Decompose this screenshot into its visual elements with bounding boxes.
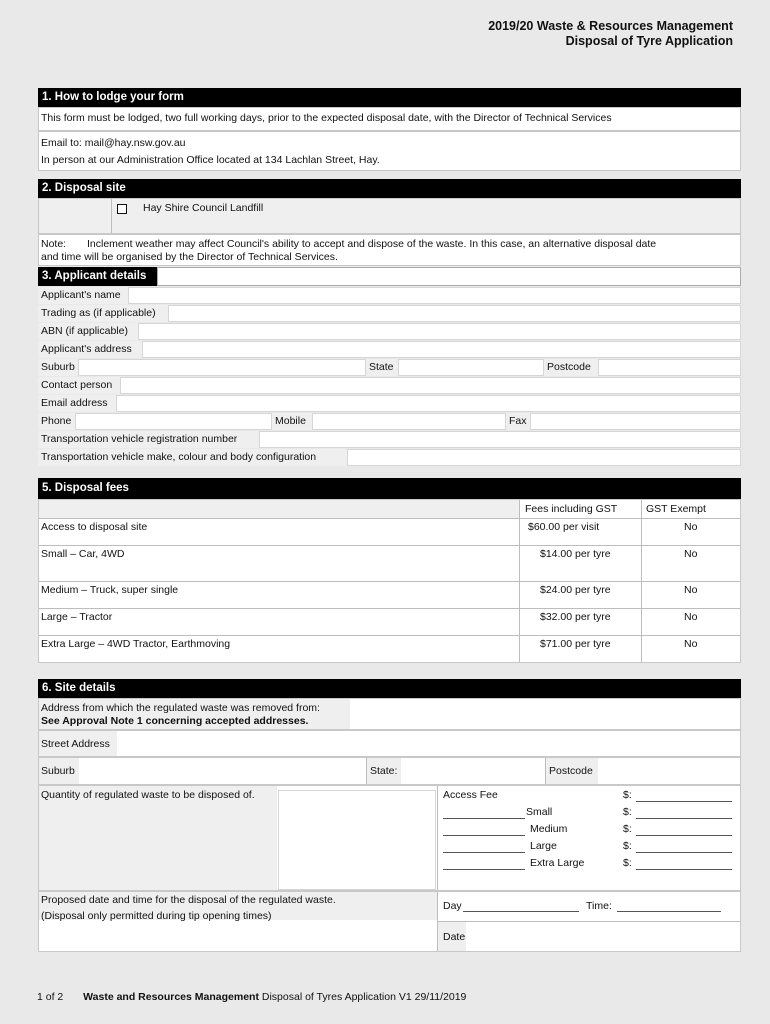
fee-row-gst: No: [684, 611, 698, 623]
access-fee-input[interactable]: [636, 801, 732, 802]
section-5-header: 5. Disposal fees: [38, 478, 741, 499]
time-label: Time:: [586, 900, 612, 912]
fees-table: [38, 499, 741, 663]
small-label: Small: [526, 806, 553, 818]
large-label: Large: [530, 840, 557, 852]
fee-row-gst: No: [684, 638, 698, 650]
trading-as-input[interactable]: [168, 305, 741, 322]
date-label: Date: [443, 931, 466, 943]
site-address-intro: Address from which the regulated waste was removed from:: [41, 702, 320, 714]
street-address-label: Street Address: [41, 738, 110, 750]
form-title-line2: Disposal of Tyre Application: [565, 34, 733, 48]
sec3-header-blank: [157, 267, 741, 286]
note-line2: and time will be organised by the Director of Technical Services.: [41, 251, 338, 263]
page-number: 1 of 2: [37, 991, 64, 1003]
abn-label: ABN (if applicable): [38, 323, 138, 340]
day-input[interactable]: [463, 911, 579, 912]
quantity-label: Quantity of regulated waste to be disposed of.: [41, 789, 255, 801]
applicant-name-label: Applicant's name: [38, 287, 128, 304]
state-label: State: [366, 359, 398, 376]
site-state-label: State:: [370, 765, 398, 777]
suburb-input[interactable]: [78, 359, 366, 376]
landfill-label: Hay Shire Council Landfill: [143, 202, 264, 214]
xlarge-label: Extra Large: [530, 857, 585, 869]
medium-dollar: $:: [623, 823, 632, 835]
landfill-checkbox[interactable]: [117, 204, 127, 214]
large-dollar: $:: [623, 840, 632, 852]
fee-row-gst: No: [684, 584, 698, 596]
disposal-site-row: [38, 198, 741, 234]
sec1-email: Email to: mail@hay.nsw.gov.au: [41, 137, 186, 149]
access-fee-dollar: $:: [623, 789, 632, 801]
time-input[interactable]: [617, 911, 721, 912]
fax-label: Fax: [506, 413, 530, 430]
footer-doc: Disposal of Tyres Application V1 29/11/2019: [261, 991, 467, 1003]
small-fee-input[interactable]: [636, 818, 732, 819]
proposed-label: Proposed date and time for the disposal of the regulated waste.: [41, 894, 336, 906]
day-label: Day: [443, 900, 462, 912]
site-postcode-label: Postcode: [549, 765, 593, 777]
vehicle-rego-label: Transportation vehicle registration number: [38, 431, 259, 448]
section-3-header: 3. Applicant details: [38, 267, 157, 286]
proposed-date-row: [38, 891, 741, 952]
abn-input[interactable]: [138, 323, 741, 340]
footer-title: Waste and Resources Management: [83, 991, 259, 1003]
email-address-input[interactable]: [116, 395, 741, 412]
large-fee-input[interactable]: [636, 852, 732, 853]
fee-row-fee: $60.00 per visit: [528, 521, 600, 533]
tip-times-note: (Disposal only permitted during tip opening times): [41, 910, 272, 922]
vehicle-rego-input[interactable]: [259, 431, 741, 448]
trading-as-label: Trading as (if applicable): [38, 305, 168, 322]
fee-row-item: Access to disposal site: [41, 521, 148, 533]
quantity-row: [38, 785, 741, 891]
postcode-input[interactable]: [598, 359, 741, 376]
applicant-address-label: Applicant's address: [38, 341, 142, 358]
state-input[interactable]: [398, 359, 544, 376]
small-dollar: $:: [623, 806, 632, 818]
sec1-instruction-row: [38, 107, 741, 131]
section-1-header: 1. How to lodge your form: [38, 88, 741, 107]
mobile-input[interactable]: [312, 413, 506, 430]
fee-row-item: Small – Car, 4WD: [41, 548, 125, 560]
xlarge-dollar: $:: [623, 857, 632, 869]
vehicle-make-input[interactable]: [347, 449, 741, 466]
fee-row-gst: No: [684, 548, 698, 560]
postcode-label: Postcode: [544, 359, 598, 376]
applicant-name-input[interactable]: [128, 287, 741, 304]
fee-row-item: Large – Tractor: [41, 611, 113, 623]
quantity-input[interactable]: [278, 790, 436, 890]
section-2-header: 2. Disposal site: [38, 179, 741, 198]
phone-input[interactable]: [75, 413, 272, 430]
fee-row-item: Extra Large – 4WD Tractor, Earthmoving: [41, 638, 231, 650]
note-label: Note:: [41, 238, 67, 250]
fee-row-gst: No: [684, 521, 698, 533]
contact-person-input[interactable]: [120, 377, 741, 394]
sec1-line1: This form must be lodged, two full working days, prior to the expected disposal date, with the Director of Technical Services: [41, 112, 612, 124]
form-title-line1: 2019/20 Waste & Resources Management: [488, 19, 733, 33]
sec2-note-row: [38, 234, 741, 266]
applicant-address-input[interactable]: [142, 341, 741, 358]
phone-label: Phone: [38, 413, 75, 430]
access-fee-label: Access Fee: [443, 789, 498, 801]
site-address-intro-row: [38, 698, 741, 730]
approval-note: See Approval Note 1 concerning accepted addresses.: [41, 715, 309, 727]
vehicle-make-label: Transportation vehicle make, colour and body configuration: [38, 449, 347, 466]
sec1-contact-row: [38, 131, 741, 171]
fee-row-fee: $14.00 per tyre: [540, 548, 611, 560]
section-6-header: 6. Site details: [38, 679, 741, 698]
mobile-label: Mobile: [272, 413, 312, 430]
gst-exempt-header: GST Exempt: [646, 503, 706, 515]
street-address-row[interactable]: [38, 730, 741, 757]
footer: [37, 991, 466, 1003]
note-line1: Inclement weather may affect Council's ability to accept and dispose of the waste. In this case, an alternative disposal date: [87, 238, 657, 250]
contact-person-label: Contact person: [38, 377, 120, 394]
site-suburb-row: [38, 757, 741, 785]
medium-fee-input[interactable]: [636, 835, 732, 836]
fee-row-item: Medium – Truck, super single: [41, 584, 179, 596]
medium-label: Medium: [530, 823, 568, 835]
fee-row-fee: $71.00 per tyre: [540, 638, 611, 650]
email-address-label: Email address: [38, 395, 116, 412]
fax-input[interactable]: [530, 413, 741, 430]
fee-row-fee: $32.00 per tyre: [540, 611, 611, 623]
suburb-label: Suburb: [38, 359, 78, 376]
fees-gst-header: Fees including GST: [525, 503, 618, 515]
sec1-in-person: In person at our Administration Office located at 134 Lachlan Street, Hay.: [41, 154, 380, 166]
fee-row-fee: $24.00 per tyre: [540, 584, 611, 596]
xlarge-fee-input[interactable]: [636, 869, 732, 870]
site-suburb-label: Suburb: [41, 765, 75, 777]
